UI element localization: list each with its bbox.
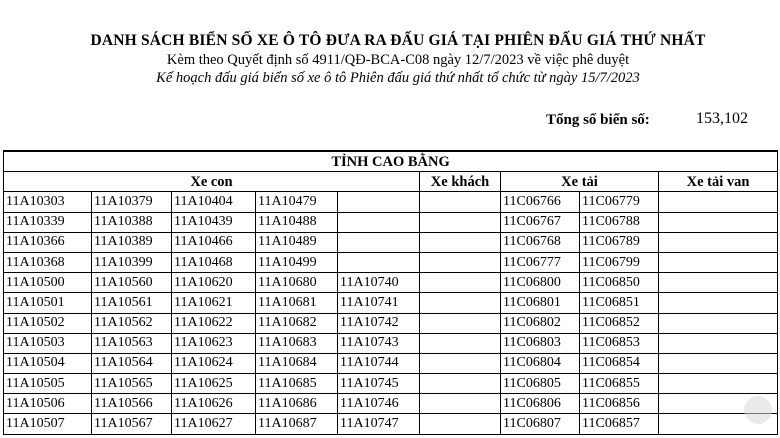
plate-cell — [659, 252, 778, 272]
plate-cell: 11C06806 — [501, 394, 580, 414]
table-row — [4, 374, 778, 394]
plate-cell: 11A10499 — [256, 252, 338, 272]
plate-cell: 11C06805 — [501, 374, 580, 394]
plate-cell: 11A10303 — [4, 192, 92, 212]
plate-cell: 11C06766 — [501, 192, 580, 212]
plate-cell: 11A10504 — [4, 353, 92, 373]
plate-cell: 11A10626 — [172, 394, 256, 414]
group-header-xe-con: Xe con — [4, 172, 420, 192]
plate-cell: 11A10388 — [92, 212, 172, 232]
plate-cell — [338, 212, 420, 232]
plate-cell — [338, 252, 420, 272]
plate-cell: 11A10565 — [92, 374, 172, 394]
plate-cell: 11C06853 — [580, 333, 659, 353]
plate-cell — [420, 333, 501, 353]
watermark-logo — [744, 396, 772, 424]
group-header-xe-tai-van: Xe tải van — [659, 172, 778, 192]
table-row — [4, 414, 778, 434]
plate-cell: 11A10740 — [338, 273, 420, 293]
document-title: DANH SÁCH BIỂN SỐ XE Ô TÔ ĐƯA RA ĐẤU GIÁ TẠI PHIÊN ĐẤU GIÁ THỨ NHẤT — [90, 32, 706, 49]
plate-cell: 11C06857 — [580, 414, 659, 434]
plate-cell: 11A10488 — [256, 212, 338, 232]
plate-cell: 11A10339 — [4, 212, 92, 232]
plate-cell: 11C06800 — [501, 273, 580, 293]
plate-cell — [659, 212, 778, 232]
table-row — [4, 293, 778, 313]
plate-cell: 11C06855 — [580, 374, 659, 394]
plate-cell: 11A10503 — [4, 333, 92, 353]
plate-cell — [659, 232, 778, 252]
plate-cell: 11C06851 — [580, 293, 659, 313]
plate-cell: 11A10742 — [338, 313, 420, 333]
plate-cell: 11A10561 — [92, 293, 172, 313]
group-header-xe-tai: Xe tải — [501, 172, 659, 192]
plate-cell: 11C06777 — [501, 252, 580, 272]
plate-cell — [420, 252, 501, 272]
plate-cell — [659, 192, 778, 212]
plate-cell: 11A10399 — [92, 252, 172, 272]
plate-cell: 11A10567 — [92, 414, 172, 434]
plate-cell: 11A10684 — [256, 353, 338, 373]
plate-cell: 11C06779 — [580, 192, 659, 212]
plates-table — [3, 150, 778, 435]
plate-cell: 11A10620 — [172, 273, 256, 293]
plan-description: Kế hoạch đấu giá biển số xe ô tô Phiên đấu giá thứ nhất tổ chức từ ngày 15/7/2023 — [156, 70, 640, 86]
plate-cell: 11A10379 — [92, 192, 172, 212]
plate-cell — [420, 394, 501, 414]
plate-cell: 11A10745 — [338, 374, 420, 394]
plate-cell: 11A10563 — [92, 333, 172, 353]
plate-cell: 11C06856 — [580, 394, 659, 414]
group-header-xe-khach: Xe khách — [420, 172, 501, 192]
plate-cell: 11A10746 — [338, 394, 420, 414]
plate-cell: 11A10621 — [172, 293, 256, 313]
plate-cell: 11A10501 — [4, 293, 92, 313]
plate-cell: 11A10627 — [172, 414, 256, 434]
plate-cell — [420, 353, 501, 373]
plate-cell: 11A10562 — [92, 313, 172, 333]
total-plates-value: 153,102 — [696, 110, 748, 127]
plate-cell: 11A10564 — [92, 353, 172, 373]
plate-cell: 11A10439 — [172, 212, 256, 232]
plate-cell: 11A10624 — [172, 353, 256, 373]
plate-cell: 11A10747 — [338, 414, 420, 434]
plate-cell: 11A10687 — [256, 414, 338, 434]
table-row — [4, 273, 778, 293]
plate-cell: 11A10686 — [256, 394, 338, 414]
plate-cell: 11C06850 — [580, 273, 659, 293]
plate-cell: 11C06801 — [501, 293, 580, 313]
plate-cell — [420, 273, 501, 293]
plate-cell: 11A10560 — [92, 273, 172, 293]
plate-cell — [420, 232, 501, 252]
table-row — [4, 252, 778, 272]
plate-cell — [659, 353, 778, 373]
table-row — [4, 192, 778, 212]
table-row — [4, 353, 778, 373]
plate-cell: 11C06789 — [580, 232, 659, 252]
table-row — [4, 333, 778, 353]
plate-cell — [420, 313, 501, 333]
table-row — [4, 313, 778, 333]
plate-cell: 11A10366 — [4, 232, 92, 252]
table-row — [4, 232, 778, 252]
plate-cell: 11C06854 — [580, 353, 659, 373]
plate-cell: 11A10368 — [4, 252, 92, 272]
plate-cell: 11C06799 — [580, 252, 659, 272]
plate-cell: 11A10404 — [172, 192, 256, 212]
plate-cell — [420, 192, 501, 212]
plate-cell: 11A10506 — [4, 394, 92, 414]
table-row — [4, 394, 778, 414]
plate-cell — [659, 333, 778, 353]
plate-cell: 11A10566 — [92, 394, 172, 414]
plate-cell: 11A10500 — [4, 273, 92, 293]
plate-cell — [420, 414, 501, 434]
plate-cell — [420, 374, 501, 394]
plate-cell: 11A10741 — [338, 293, 420, 313]
plate-cell: 11A10685 — [256, 374, 338, 394]
plate-cell: 11A10507 — [4, 414, 92, 434]
plate-cell: 11A10683 — [256, 333, 338, 353]
plate-cell: 11A10744 — [338, 353, 420, 373]
decision-reference: Kèm theo Quyết định số 4911/QĐ-BCA-C08 ngày 12/7/2023 về việc phê duyệt — [166, 52, 630, 68]
plate-cell: 11C06804 — [501, 353, 580, 373]
plate-cell: 11A10466 — [172, 232, 256, 252]
plate-cell: 11A10623 — [172, 333, 256, 353]
plate-cell: 11A10625 — [172, 374, 256, 394]
plate-cell — [659, 273, 778, 293]
plate-cell — [659, 313, 778, 333]
plate-cell — [420, 293, 501, 313]
plate-cell: 11C06768 — [501, 232, 580, 252]
plate-cell: 11C06802 — [501, 313, 580, 333]
plate-cell: 11A10743 — [338, 333, 420, 353]
plate-cell: 11C06852 — [580, 313, 659, 333]
plate-cell: 11A10681 — [256, 293, 338, 313]
plate-cell: 11C06767 — [501, 212, 580, 232]
plate-cell: 11A10479 — [256, 192, 338, 212]
province-header: TỈNH CAO BẰNG — [4, 151, 778, 172]
plate-cell: 11A10622 — [172, 313, 256, 333]
plate-cell: 11C06788 — [580, 212, 659, 232]
plate-cell — [420, 212, 501, 232]
plate-cell: 11C06807 — [501, 414, 580, 434]
plate-cell: 11A10680 — [256, 273, 338, 293]
plate-cell: 11A10468 — [172, 252, 256, 272]
plate-cell: 11A10489 — [256, 232, 338, 252]
total-plates-label: Tổng số biển số: — [546, 112, 650, 128]
plate-cell — [659, 374, 778, 394]
plate-cell: 11A10505 — [4, 374, 92, 394]
plate-cell: 11C06803 — [501, 333, 580, 353]
plate-cell: 11A10389 — [92, 232, 172, 252]
plate-cell — [659, 293, 778, 313]
table-row — [4, 212, 778, 232]
plates-table-body — [4, 192, 778, 434]
plate-cell: 11A10682 — [256, 313, 338, 333]
plate-cell: 11A10502 — [4, 313, 92, 333]
plate-cell — [338, 192, 420, 212]
plate-cell — [338, 232, 420, 252]
